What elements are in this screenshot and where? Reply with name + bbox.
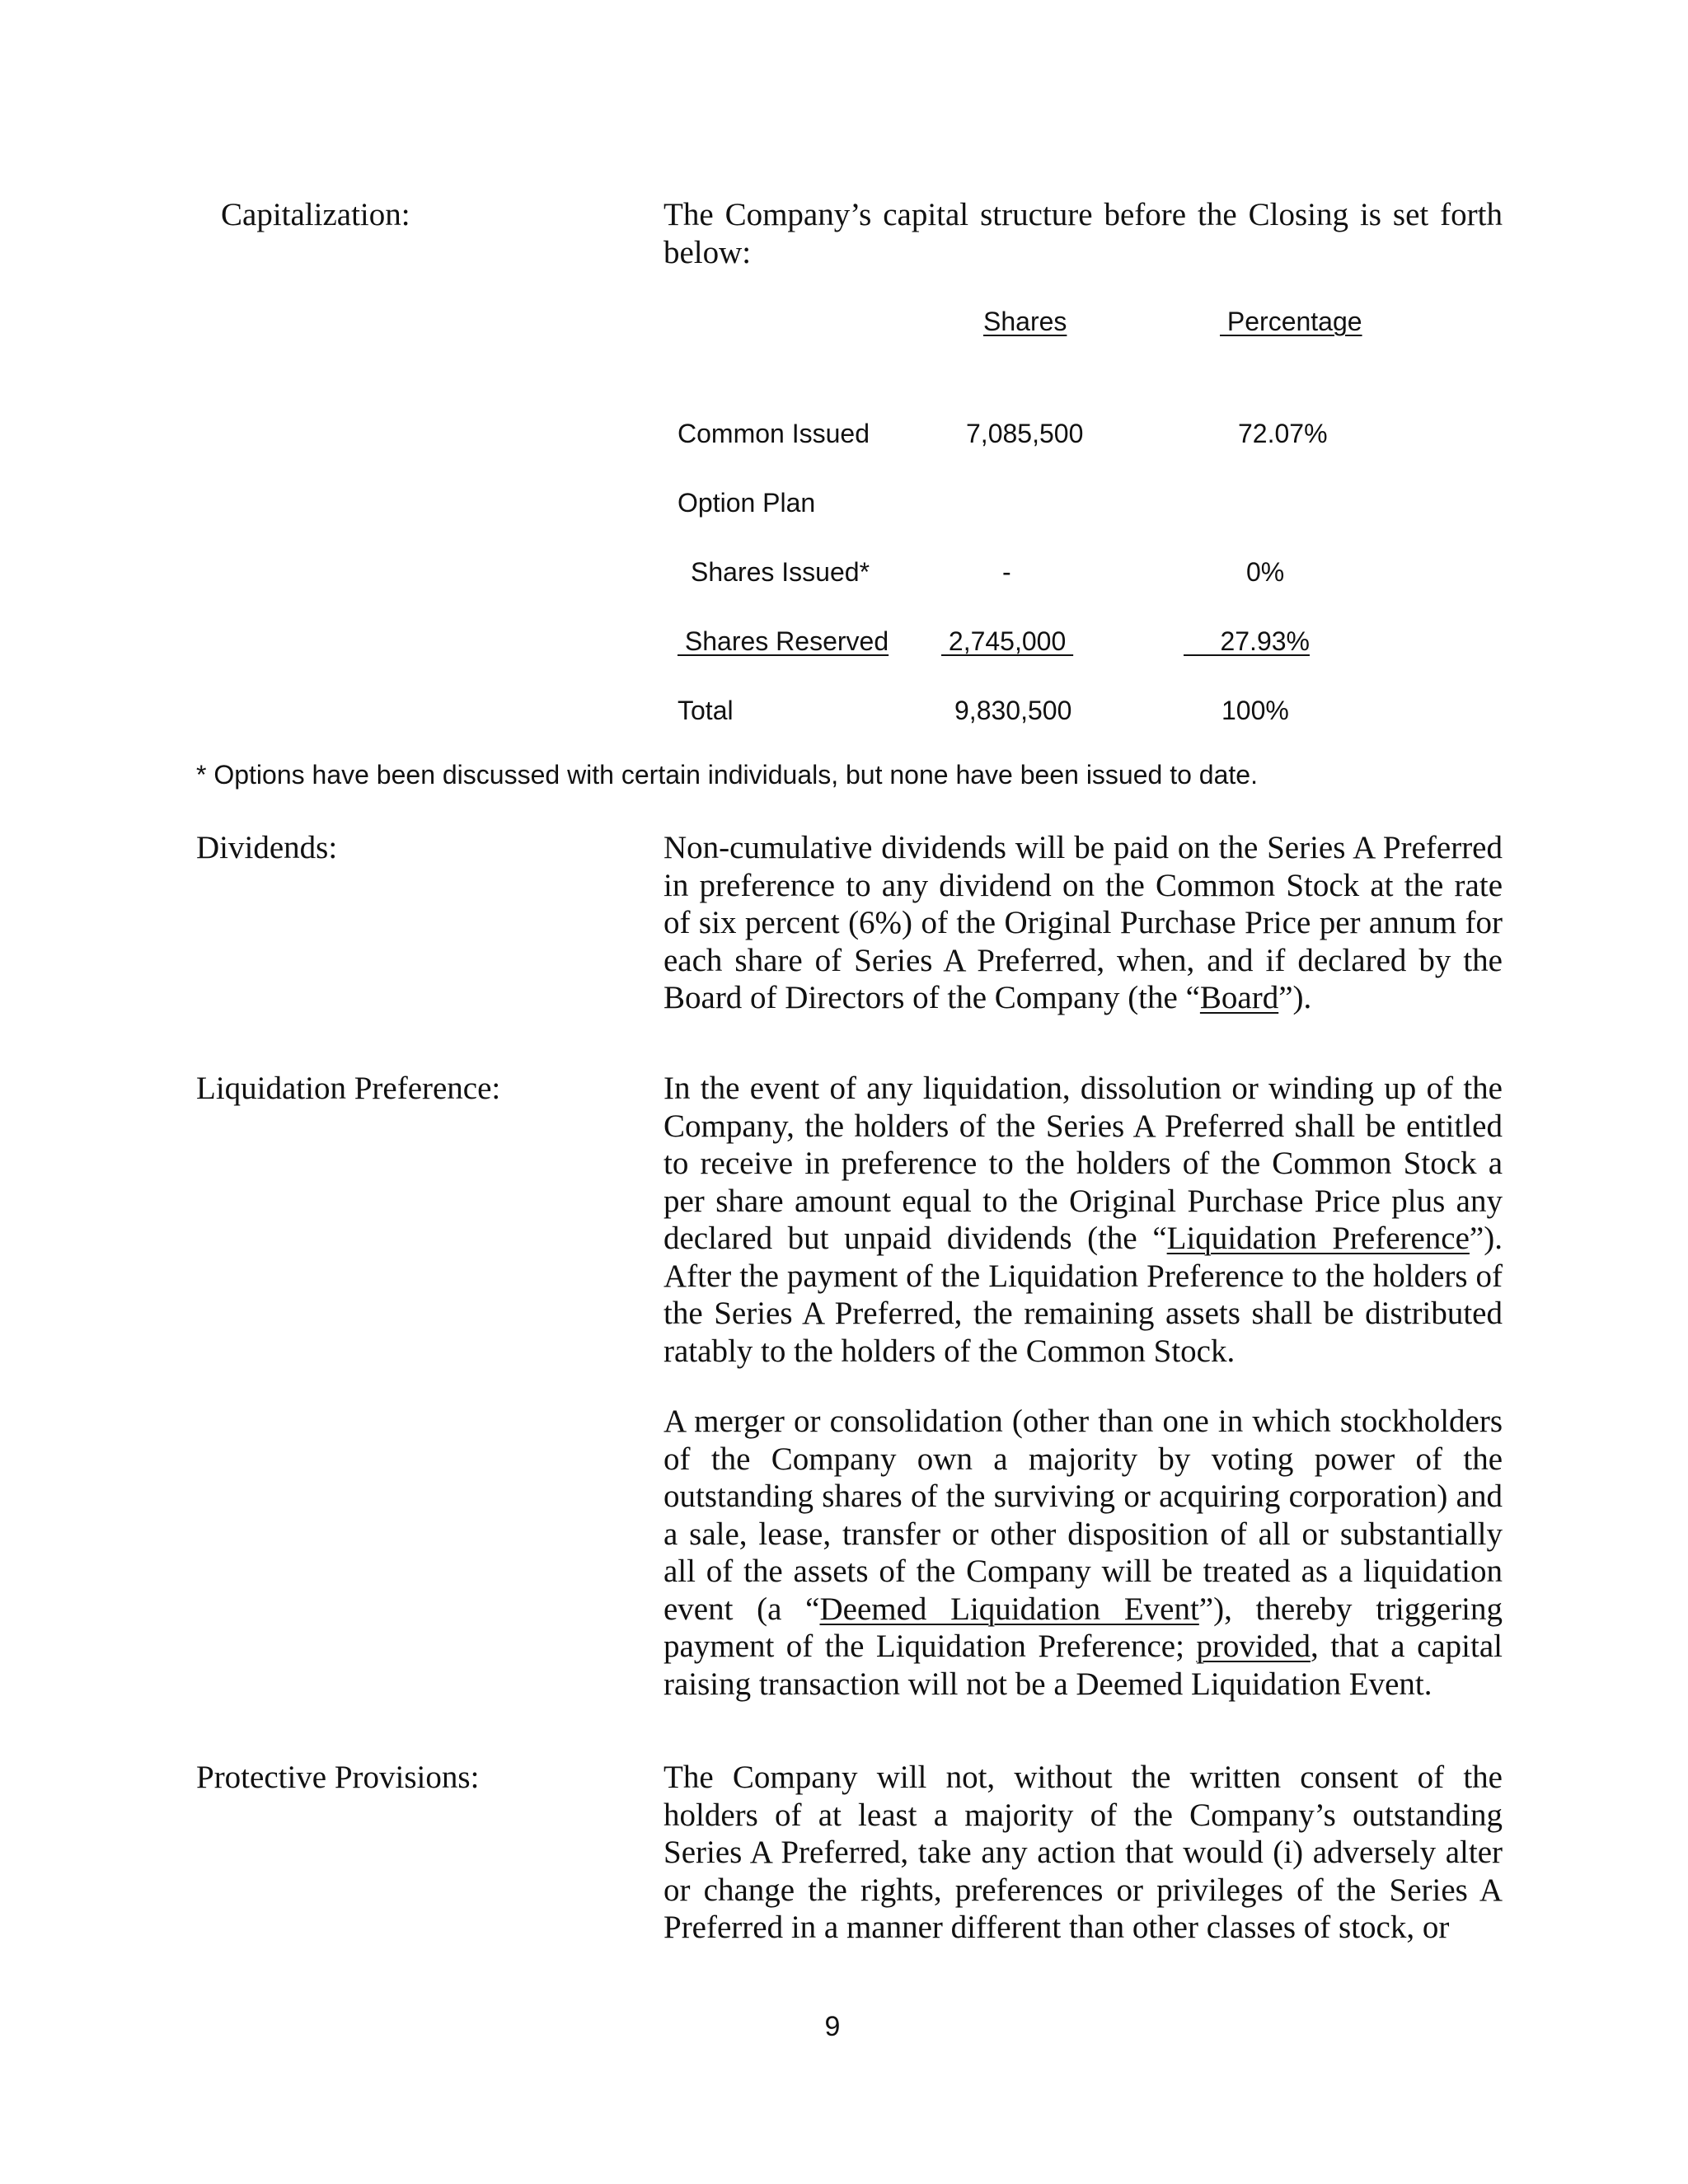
protective-provisions-text: The Company will not, without the written consent of the holders of at least a majority of the Company’s outstanding Series A Preferred, take any action that would (i) adversely alter or change the rights, preferences or privileges of the Series A Preferred in a manner different than other classes of stock, or: [663, 1760, 1503, 1945]
capitalization-footnote: * Options have been discussed with certain individuals, but none have been issued to date.: [196, 760, 1258, 790]
dividends-text: Non-cumulative dividends will be paid on the Series A Preferred in preference to any dividend on the Common Stock at the rate of six percent (6%) of the Original Purchase Price per annum for each share of Series A Preferred, when, and if declared by the Board of Directors of the Company (the “Board”).: [663, 830, 1503, 1015]
defined-term-liquidation-preference: Liquidation Preference: [1166, 1221, 1470, 1256]
row-label: Option Plan: [678, 488, 816, 518]
row-label: Total: [678, 696, 734, 725]
row-percentage: 27.93%: [1184, 626, 1310, 656]
defined-term-deemed-liquidation-event: Deemed Liquidation Event: [819, 1591, 1199, 1627]
liquidation-paragraph-2: A merger or consolidation (other than one in which stockholders of the Company own a majority by voting power of the outstanding shares of the surviving or acquiring corporation) and a sale, lease, transfer or other disposition of all or substantially all of the assets of the Company will be treated as a liquidation event (a “Deemed Liquidation Event”), thereby triggering payment of the Liquidation Preference; provided, that a capital raising transaction will not be a Deemed Liquidation Event.: [663, 1404, 1503, 1702]
row-percentage: 72.07%: [1238, 419, 1328, 448]
deemed-liquidation-text: [663, 1403, 1503, 1703]
liquidation-paragraph-1: In the event of any liquidation, dissolution or winding up of the Company, the holders of the Series A Preferred shall be entitled to receive in preference to the holders of the Common Stock a per share amount equal to the Original Purchase Price plus any declared but unpaid dividends (the “Liquidation Preference”). After the payment of the Liquidation Preference to the holders of the Series A Preferred, the remaining assets shall be distributed ratably to the holders of the Common Stock.: [663, 1071, 1503, 1369]
row-shares: -: [1002, 557, 1011, 587]
row-label: Shares Reserved: [678, 626, 889, 656]
row-percentage: 0%: [1246, 557, 1285, 587]
row-label: Common Issued: [678, 419, 870, 448]
liquidation-preference-text: [663, 1070, 1503, 1370]
liquidation-preference-label: Liquidation Preference:: [196, 1071, 501, 1106]
header-shares: Shares: [983, 307, 1067, 336]
page-number: 9: [824, 2011, 841, 2042]
row-shares: 2,745,000: [941, 626, 1074, 656]
row-shares: 9,830,500: [954, 696, 1072, 725]
row-label: Shares Issued*: [691, 557, 870, 587]
row-percentage: 100%: [1221, 696, 1289, 725]
capitalization-intro: The Company’s capital structure before the Closing is set forth below:: [663, 197, 1503, 270]
dividends-label: Dividends:: [196, 830, 338, 865]
capitalization-label: Capitalization:: [221, 197, 410, 232]
header-percentage: Percentage: [1220, 307, 1362, 336]
term-provided: provided: [1196, 1629, 1311, 1664]
row-shares: 7,085,500: [966, 419, 1084, 448]
protective-provisions-label: Protective Provisions:: [196, 1760, 480, 1795]
defined-term-board: Board: [1199, 980, 1279, 1015]
